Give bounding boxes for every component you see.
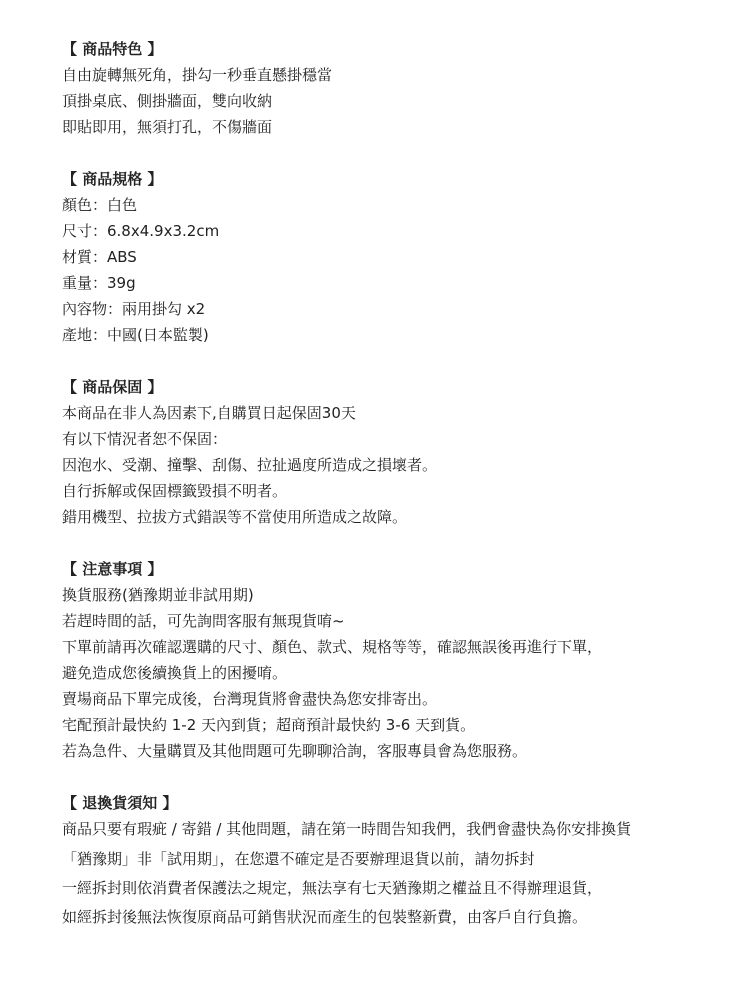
text-line: 商品只要有瑕疵 / 寄錯 / 其他問題，請在第一時間告知我們，我們會盡快為你安排換貨 <box>62 820 632 838</box>
text-line: 賣場商品下單完成後，台灣現貨將會盡快為您安排寄出。 <box>62 690 438 708</box>
text-line: 宅配預計最快約 1-2 天內到貨；超商預計最快約 3-6 天到貨。 <box>62 716 476 734</box>
text-line: 換貨服務(猶豫期並非試用期) <box>62 586 254 604</box>
text-line: 即貼即用，無須打孔，不傷牆面 <box>62 118 273 136</box>
text-line: 自行拆解或保固標籤毀損不明者。 <box>62 482 288 500</box>
section-heading: 【 注意事項 】 <box>62 560 163 578</box>
section-heading: 【 退換貨須知 】 <box>62 794 178 812</box>
specs-section <box>62 166 722 348</box>
text-line: 避免造成您後續換貨上的困擾唷。 <box>62 664 288 682</box>
text-line: 錯用機型、拉拔方式錯誤等不當使用所造成之故障。 <box>62 508 408 526</box>
text-line: 下單前請再次確認選購的尺寸、顏色、款式、規格等等，確認無誤後再進行下單， <box>62 638 603 656</box>
section-heading: 【 商品規格 】 <box>62 170 163 188</box>
text-line: 若為急件、大量購買及其他問題可先聊聊洽詢，客服專員會為您服務。 <box>62 742 528 760</box>
text-line: 自由旋轉無死角，掛勾一秒垂直懸掛穩當 <box>62 66 333 84</box>
returns-section <box>62 790 722 932</box>
text-line: 顏色：白色 <box>62 196 138 214</box>
text-line: 本商品在非人為因素下,自購買日起保固30天 <box>62 404 356 422</box>
text-line: 尺寸：6.8x4.9x3.2cm <box>62 222 220 240</box>
text-line: 重量：39g <box>62 274 136 292</box>
text-line: 內容物：兩用掛勾 x2 <box>62 300 206 318</box>
text-line: 「猶豫期」非「試用期」，在您還不確定是否要辦理退貨以前，請勿拆封 <box>62 850 535 868</box>
text-line: 一經拆封則依消費者保護法之規定，無法享有七天猶豫期之權益且不得辦理退貨， <box>62 879 603 897</box>
features-section <box>62 36 722 140</box>
text-line: 有以下情況者恕不保固： <box>62 430 228 448</box>
section-heading: 【 商品保固 】 <box>62 378 163 396</box>
product-description <box>62 36 722 932</box>
text-line: 若趕時間的話，可先詢問客服有無現貨唷~ <box>62 612 345 630</box>
text-line: 材質：ABS <box>62 248 137 266</box>
text-line: 頂掛桌底、側掛牆面，雙向收納 <box>62 92 273 110</box>
text-line: 因泡水、受潮、撞擊、刮傷、拉扯過度所造成之損壞者。 <box>62 456 438 474</box>
notes-section <box>62 556 722 764</box>
warranty-section <box>62 374 722 530</box>
text-line: 產地：中國(日本監製) <box>62 326 209 344</box>
text-line: 如經拆封後無法恢復原商品可銷售狀況而產生的包裝整新費，由客戶自行負擔。 <box>62 908 588 926</box>
section-heading: 【 商品特色 】 <box>62 40 163 58</box>
